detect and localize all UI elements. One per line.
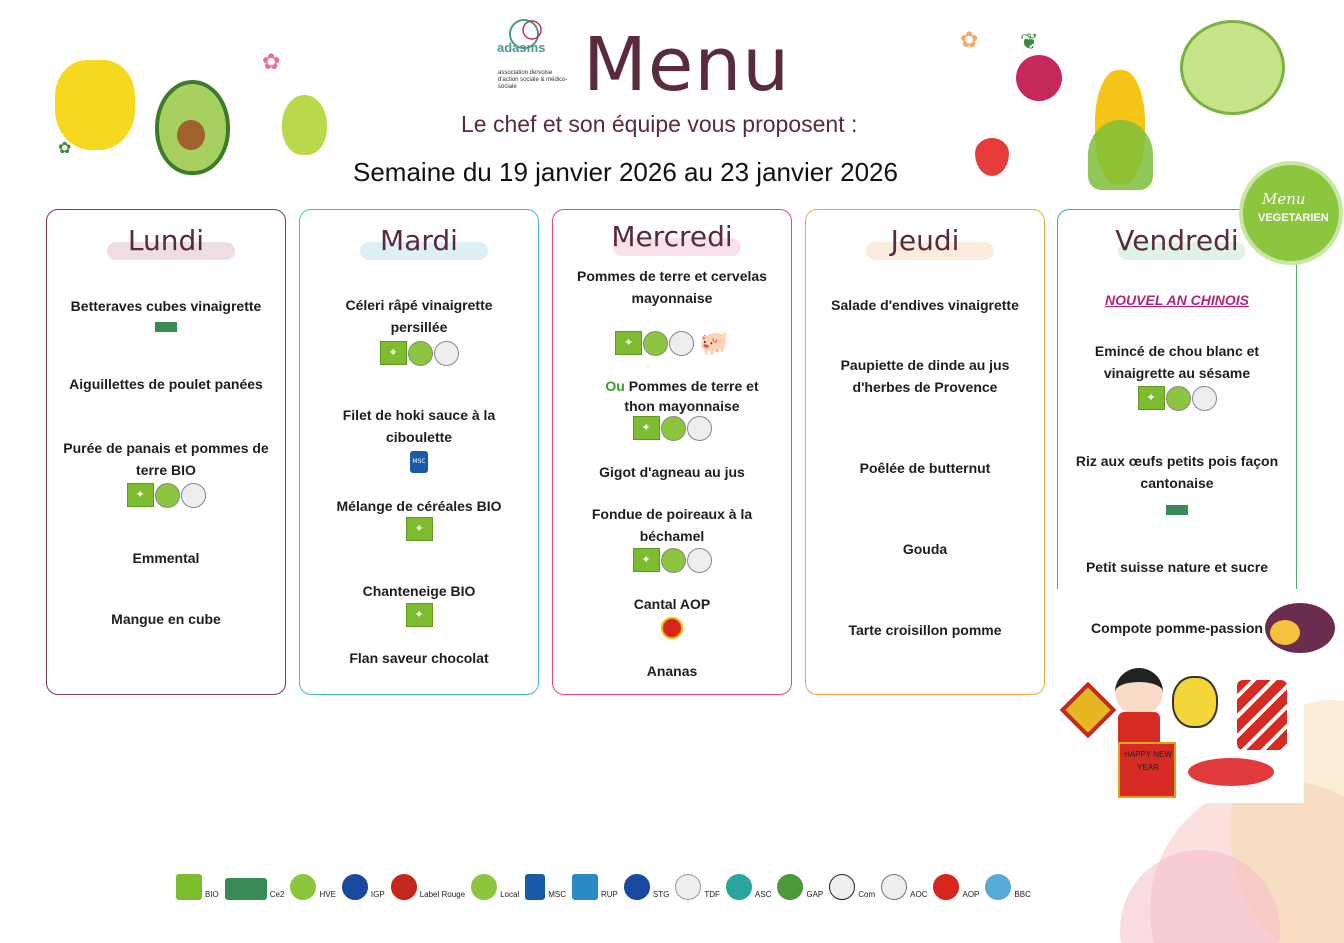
- legend-item: [572, 874, 618, 900]
- pepper-illustration: [55, 60, 135, 150]
- vegetarian-badge-label: VEGETARIEN: [1258, 212, 1329, 224]
- bio-leaf-icon: [406, 603, 433, 627]
- bio-leaf-icon: [1138, 386, 1165, 410]
- dish-item: Emmental: [132, 550, 200, 566]
- legend-label: HVE: [319, 890, 336, 899]
- local-icon: [643, 331, 668, 356]
- legend-label: RUP: [600, 890, 618, 899]
- dish-item: Fondue de poireaux à la béchamel: [591, 506, 753, 544]
- dish-item: Paupiette de dinde au jus d'herbes de Provence: [840, 357, 1010, 395]
- local-icon: [1166, 386, 1191, 411]
- legend-item: [675, 874, 720, 900]
- flower-icon: ✿: [960, 28, 979, 53]
- dish-item: Tarte croisillon pomme: [848, 622, 1002, 638]
- legend-label: STG: [652, 890, 670, 899]
- igp-icon: [342, 874, 368, 900]
- week-range: Semaine du 19 janvier 2026 au 23 janvier 2026: [353, 157, 898, 187]
- asc-icon: [726, 874, 752, 900]
- pear-illustration: [282, 95, 327, 155]
- day-card-mercredi: [552, 209, 792, 695]
- legend-item: [471, 874, 519, 900]
- ce2-icon: [1166, 505, 1188, 515]
- bio-leaf-icon: [633, 548, 660, 572]
- label-badges: [47, 322, 285, 332]
- avocado-seed-illustration: [177, 120, 205, 150]
- leaf-icon: ❦: [1020, 30, 1039, 55]
- legend-label: ASC: [754, 890, 772, 899]
- firecracker-illustration: [1237, 680, 1287, 750]
- bbc-icon: [985, 874, 1011, 900]
- dish-item: Salade d'endives vinaigrette: [831, 297, 1019, 313]
- dish-item: Purée de panais et pommes de terre BIO: [63, 440, 269, 478]
- label-badges: [300, 451, 538, 473]
- day-card-jeudi: [805, 209, 1045, 695]
- legend-label: Ce2: [269, 890, 285, 899]
- tdf-icon: [434, 341, 459, 366]
- label-badges: [1058, 386, 1296, 411]
- day-card-vendredi: [1057, 209, 1297, 589]
- label-rouge-icon: [391, 874, 417, 900]
- legend-item: [391, 874, 465, 900]
- dish-item: Petit suisse nature et sucre: [1085, 559, 1269, 575]
- stg-icon: [624, 874, 650, 900]
- dish-item: Céleri râpé vinaigrette persillée: [345, 297, 493, 335]
- new-year-scroll-text: HAPPY NEW YEAR: [1124, 750, 1172, 772]
- legend-label: Local: [500, 890, 520, 899]
- dumpling-plate-illustration: [1188, 758, 1274, 786]
- legend-item: [777, 874, 823, 900]
- legend-label: BIO: [205, 890, 219, 899]
- bio-leaf-icon: [176, 874, 202, 900]
- dish-item: Emincé de chou blanc et vinaigrette au sésame: [1094, 343, 1260, 381]
- msc-icon: [525, 874, 545, 900]
- tdf-icon: [687, 416, 712, 441]
- legend-item: [624, 874, 669, 900]
- event-banner: NOUVEL AN CHINOIS: [1105, 292, 1249, 308]
- legend-item: [933, 874, 979, 900]
- passion-fruit-illustration: [1270, 620, 1300, 645]
- girl-illustration: [1118, 712, 1160, 744]
- label-badges: [553, 331, 791, 356]
- tdf-icon: [669, 331, 694, 356]
- day-heading: Mardi: [300, 224, 538, 257]
- dish-item: Cantal AOP: [633, 596, 711, 612]
- corn-leaf-illustration: [1088, 120, 1153, 190]
- flower-icon: ✿: [262, 50, 281, 75]
- legend-label: Com: [858, 890, 876, 899]
- legend-label: GAP: [806, 890, 824, 899]
- label-badges: [553, 617, 791, 639]
- dish-item: Ananas: [646, 663, 698, 679]
- label-badges: [300, 517, 538, 541]
- label-badges: [553, 416, 791, 441]
- bio-leaf-icon: [633, 416, 660, 440]
- legend-label: TDF: [704, 890, 720, 899]
- legend-item: [525, 874, 566, 900]
- legend-item: [726, 874, 771, 900]
- local-icon: [471, 874, 497, 900]
- bio-leaf-icon: [380, 341, 407, 365]
- day-heading: Lundi: [47, 224, 285, 257]
- legend-label: AOP: [962, 890, 980, 899]
- hve-icon: [290, 874, 316, 900]
- dish-item: Compote pomme-passion: [1091, 620, 1263, 636]
- legend-label: BBC: [1014, 890, 1031, 899]
- legend-label: Label Rouge: [419, 890, 466, 899]
- page-subtitle: Le chef et son équipe vous proposent :: [461, 111, 858, 137]
- rup-icon: [572, 874, 598, 900]
- dish-item: Betteraves cubes vinaigrette: [70, 298, 262, 314]
- legend-label: MSC: [548, 890, 566, 899]
- label-badges: [300, 341, 538, 366]
- ce2-icon: [155, 322, 177, 332]
- legend-item: [829, 874, 875, 900]
- dish-item: Flan saveur chocolat: [349, 650, 489, 666]
- tdf-icon: [687, 548, 712, 573]
- dish-item: Chanteneige BIO: [362, 583, 476, 599]
- local-icon: [661, 416, 686, 441]
- aop-icon: [933, 874, 959, 900]
- day-heading: Vendredi: [1058, 224, 1296, 257]
- lantern-illustration: [1172, 676, 1218, 728]
- legend-item: [342, 874, 385, 900]
- flower-icon: ✿: [58, 138, 72, 157]
- legend-item: [881, 874, 927, 900]
- dish-item: Gouda: [902, 541, 948, 557]
- msc-icon: MSC: [410, 451, 428, 473]
- label-legend: [176, 874, 1031, 900]
- gap-icon: [777, 874, 803, 900]
- bio-leaf-icon: [127, 483, 154, 507]
- bio-leaf-icon: [615, 331, 642, 355]
- label-badges: [553, 548, 791, 573]
- beet-illustration: [1016, 55, 1062, 101]
- fairtrade-icon: [829, 874, 855, 900]
- dish-item: Mangue en cube: [111, 611, 221, 627]
- cabbage-illustration: [1180, 20, 1285, 115]
- logo-name: adasms: [497, 40, 546, 55]
- legend-item: [290, 874, 335, 900]
- dish-item: Ou Pommes de terre et thon mayonnaise: [605, 378, 759, 414]
- dish-item: Pommes de terre et cervelas mayonnaise: [577, 268, 767, 306]
- tdf-icon: [1192, 386, 1217, 411]
- ce2-icon: [225, 878, 267, 900]
- legend-item: [176, 874, 219, 900]
- aoc-icon: [881, 874, 907, 900]
- tdf-icon: [181, 483, 206, 508]
- girl-illustration: [1115, 668, 1163, 716]
- day-card-mardi: [299, 209, 539, 695]
- day-heading: Mercredi: [553, 220, 791, 253]
- local-icon: [408, 341, 433, 366]
- dish-item: Poêlée de butternut: [859, 460, 991, 476]
- day-heading: Jeudi: [806, 224, 1044, 257]
- legend-item: [985, 874, 1030, 900]
- label-badges: [1058, 505, 1296, 515]
- bio-leaf-icon: [406, 517, 433, 541]
- local-icon: [661, 548, 686, 573]
- local-icon: [155, 483, 180, 508]
- dish-item: Filet de hoki sauce à la ciboulette: [342, 407, 496, 445]
- label-badges: [47, 483, 285, 508]
- legend-label: AOC: [910, 890, 928, 899]
- logo-tagline: association dervoise d'action sociale & médico-sociale: [498, 70, 568, 90]
- strawberry-illustration: [975, 138, 1009, 176]
- vegetarian-badge-script: Menu: [1262, 190, 1306, 208]
- legend-label: IGP: [370, 890, 385, 899]
- pork-icon: 🐖: [699, 329, 729, 357]
- tdf-icon: [675, 874, 701, 900]
- page-title: Menu: [583, 22, 791, 108]
- dish-item: Mélange de céréales BIO: [336, 498, 502, 514]
- day-card-lundi: [46, 209, 286, 695]
- dish-item: Aiguillettes de poulet panées: [69, 376, 263, 392]
- legend-item: [225, 878, 285, 900]
- aop-icon: [661, 617, 683, 639]
- label-badges: [300, 603, 538, 627]
- dish-item: Gigot d'agneau au jus: [599, 464, 745, 480]
- dish-item: Riz aux œufs petits pois façon cantonaise: [1075, 453, 1279, 491]
